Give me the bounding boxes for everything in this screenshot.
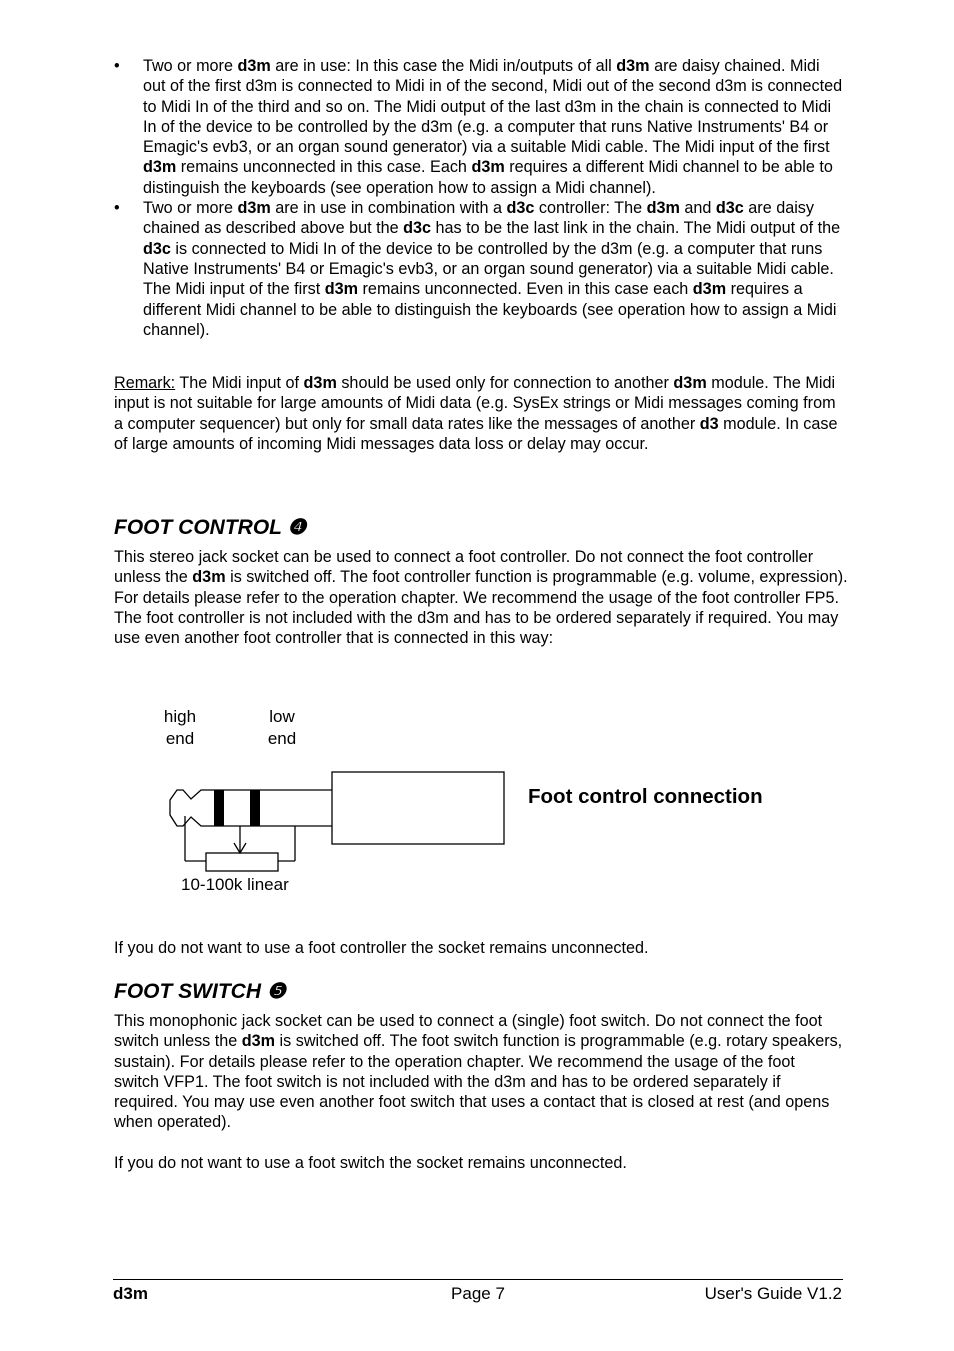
insulator-ring-1 [214,790,224,826]
text-run: are in use in combination with a [270,199,507,218]
text-run: and [679,199,716,218]
text-run: module. The Midi input is not suitable for large amounts of Midi data (e.g. SysEx strings or Midi messages coming from a computer sequencer) but only for small data rates like the messages of another [114,374,836,433]
bullet-list [114,56,844,340]
potentiometer [206,853,278,871]
text-run: are daisy chained as described above but the [143,199,814,238]
bullet-item [114,56,844,198]
text-run: Two or more [143,199,238,218]
low-end-label: low end [267,707,297,748]
text-run: This stereo jack socket can be used to connect a foot controller. Do not connect the foot controller unless the [114,548,814,587]
bold-term: d3m [241,1032,276,1051]
footer-guide-version: User's Guide V1.2 [704,1284,842,1303]
jack-plug-diagram [160,765,520,875]
text-run: is switched off. The foot switch function is programmable (e.g. rotary speakers, sustain). For details please refer to the operation chapter. We recommend the usage of the foot switch VFP1. The foot switch is not included with the d3m and has to be ordered separately if required. You may use even another foot switch that uses a contact that is closed at rest (and opens when operated). [114,1032,843,1132]
footer-page-number: Page 7 [451,1284,505,1303]
text-run: has to be the last link in the chain. The Midi output of the [431,219,841,238]
bold-term: d3m [237,57,271,75]
remark-paragraph [114,373,844,454]
bold-term: d3m [692,280,727,299]
text-run: remains unconnected in this case. Each [176,158,472,177]
bold-term: d3m [192,568,226,587]
high-end-label: high end [163,707,197,748]
bold-term: d3m [616,57,650,75]
footer-product: d3m [113,1284,148,1303]
text-run: are daisy chained. Midi out of the first d3m is connected to Midi in of the second, Midi out of the second d3m is connected to Midi In of the third and so on. The Midi output of the last d3m in the chain is connected to Midi In of the device to be controlled by the d3m (e.g. a computer that runs Native Instruments' B4 or Emagic's evb3, or an organ sound generator) via a suitable Midi cable. The Midi input of the first [143,57,843,157]
bold-term: d3m [237,199,271,218]
bold-term: d3m [471,158,505,177]
plug-tip [170,790,212,826]
text-run: requires a different Midi channel to be able to distinguish the keyboards (see operation how to assign a Midi channel). [143,280,837,339]
bullet-item [114,198,844,340]
bold-term: d3m [673,374,707,392]
insulator-ring-2 [250,790,260,826]
bold-term: d3c [403,219,431,238]
text-run: should be used only for connection to another [336,374,674,392]
bold-term: d3 [699,414,719,433]
text-run: requires a different Midi channel to be able to distinguish the keyboards (see operation how to assign a Midi channel). [143,158,833,197]
text-run: This monophonic jack socket can be used to connect a (single) foot switch. Do not connect the foot switch unless the [114,1012,823,1051]
underlined-term: Remark: [114,374,176,392]
bold-term: d3c [143,239,171,258]
bold-term: d3m [324,280,359,299]
text-run: are in use: In this case the Midi in/outputs of all [270,57,617,75]
text-run: Two or more [143,57,238,75]
diagram-caption: Foot control connection [528,785,763,808]
bold-term: d3m [646,199,680,218]
bold-term: d3c [715,199,744,218]
text-run: is connected to Midi In of the device to be controlled by the d3m (e.g. a computer that runs Native Instruments' B4 or Emagic's evb3, or an organ sound generator) via a suitable Midi cable. The Midi input of the first [143,239,834,299]
text-run: controller: The [534,199,647,218]
foot-control-heading: FOOT CONTROL ❹ [114,516,307,539]
text-run: remains unconnected. Even in this case each [358,280,693,299]
footer-rule [113,1279,843,1280]
plug-sleeve-body [332,772,504,844]
foot-switch-after: If you do not want to use a foot switch the socket remains unconnected. [114,1154,627,1172]
text-run: module. In case of large amounts of incoming Midi messages data loss or delay may occur. [114,414,838,453]
bold-term: d3c [506,199,535,218]
text-run: is switched off. The foot controller function is programmable (e.g. volume, expression). For details please refer to the operation chapter. We recommend the usage of the foot controller FP5. The foot controller is not included with the d3m and has to be ordered separately if required. You may use even another foot controller that is connected in this way: [114,568,848,648]
bold-term: d3m [143,158,177,177]
text-run: The Midi input of [175,374,304,392]
bold-term: d3m [303,374,337,392]
foot-switch-heading: FOOT SWITCH ❺ [114,980,286,1003]
potentiometer-label: 10-100k linear [181,875,289,894]
foot-control-paragraph [114,547,849,648]
foot-switch-paragraph [114,1011,844,1133]
foot-control-after: If you do not want to use a foot controller the socket remains unconnected. [114,939,649,957]
